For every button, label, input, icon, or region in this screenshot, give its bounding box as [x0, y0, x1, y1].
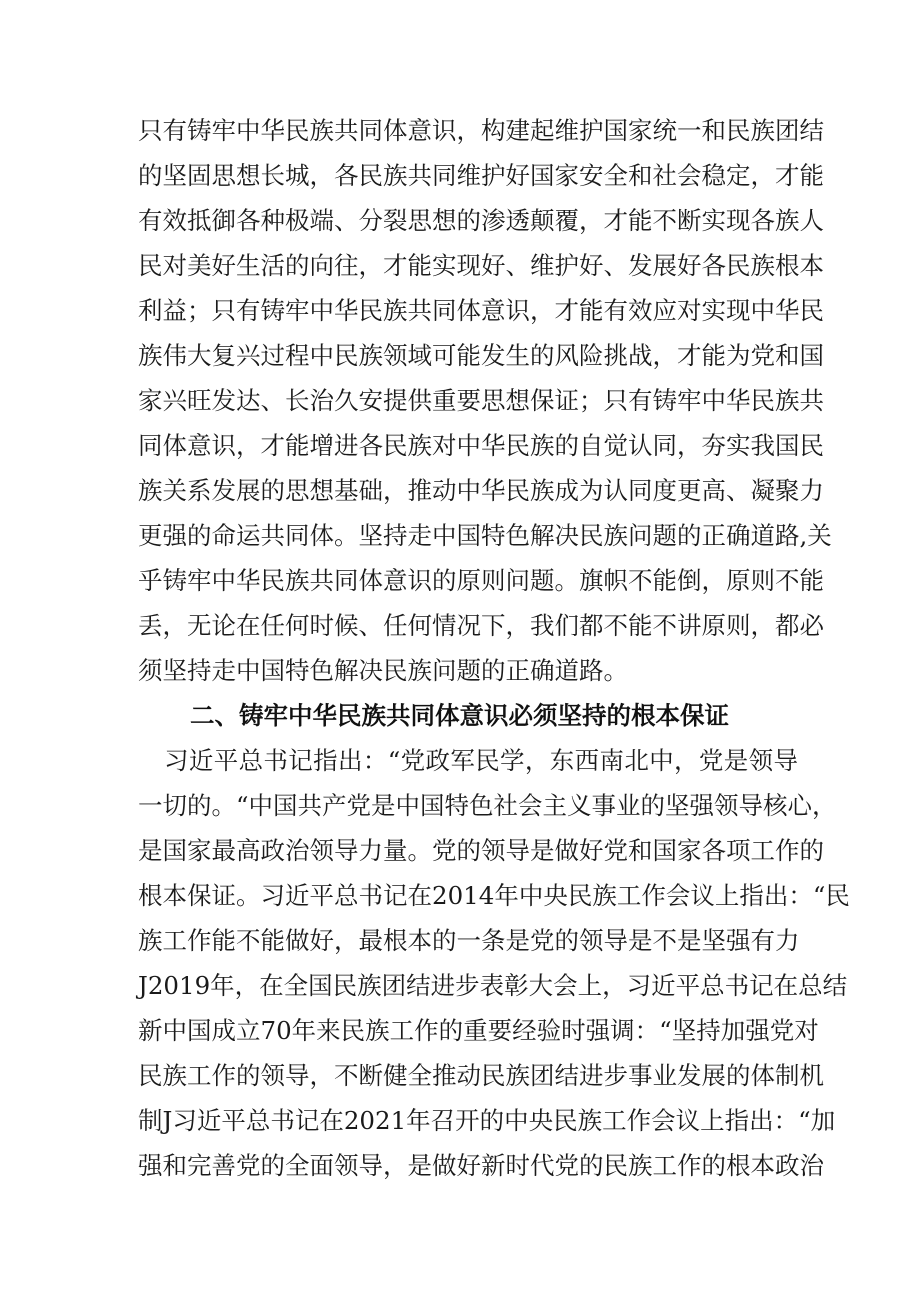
text-line: 民对美好生活的向往，才能实现好、维护好、发展好各民族根本 [138, 251, 824, 280]
text-line: 丢，无论在任何时候、任何情况下，我们都不能不讲原则，都必 [138, 611, 824, 640]
text-line: 制J习近平总书记在2021年召开的中央民族工作会议上指出：“加 [138, 1106, 836, 1135]
text-line: 新中国成立70年来民族工作的重要经验时强调：“坚持加强党对 [138, 1016, 819, 1045]
text-line: 族工作能不能做好，最根本的一条是党的领导是不是坚强有力 [138, 926, 800, 955]
document-body [138, 108, 850, 1188]
text-line: 只有铸牢中华民族共同体意识，构建起维护国家统一和民族团结 [138, 116, 824, 145]
text-line: 一切的。“中国共产党是中国特色社会主义事业的坚强领导核心， [138, 791, 837, 820]
text-line: 乎铸牢中华民族共同体意识的原则问题。旗帜不能倒，原则不能 [138, 566, 824, 595]
text-line: 更强的命运共同体。坚持走中国特色解决民族问题的正确道路,关 [138, 521, 832, 550]
text-line: J2019年，在全国民族团结进步表彰大会上，习近平总书记在总结 [138, 971, 848, 1000]
text-line: 同体意识，才能增进各民族对中华民族的自觉认同，夯实我国民 [138, 431, 824, 460]
text-line: 须坚持走中国特色解决民族问题的正确道路。 [138, 656, 628, 685]
paragraph-2 [138, 738, 850, 1188]
text-line: 根本保证。习近平总书记在2014年中央民族工作会议上指出：“民 [138, 881, 850, 910]
text-line: 民族工作的领导，不断健全推动民族团结进步事业发展的体制机 [138, 1061, 824, 1090]
text-line: 利益；只有铸牢中华民族共同体意识，才能有效应对实现中华民 [138, 296, 824, 325]
text-line: 家兴旺发达、长治久安提供重要思想保证；只有铸牢中华民族共 [138, 386, 824, 415]
text-line: 族伟大复兴过程中民族领域可能发生的风险挑战，才能为党和国 [138, 341, 824, 370]
section-heading: 二、铸牢中华民族共同体意识必须坚持的根本保证 [190, 701, 729, 730]
paragraph-1 [138, 108, 832, 693]
text-line: 有效抵御各种极端、分裂思想的渗透颠覆，才能不断实现各族人 [138, 206, 824, 235]
text-line: 族关系发展的思想基础，推动中华民族成为认同度更高、凝聚力 [138, 476, 824, 505]
text-line: 强和完善党的全面领导，是做好新时代党的民族工作的根本政治 [138, 1151, 824, 1180]
text-line: 的坚固思想长城，各民族共同维护好国家安全和社会稳定，才能 [138, 161, 824, 190]
text-line: 习近平总书记指出：“党政军民学，东西南北中，党是领导 [164, 746, 798, 775]
text-line: 是国家最高政治领导力量。党的领导是做好党和国家各项工作的 [138, 836, 824, 865]
